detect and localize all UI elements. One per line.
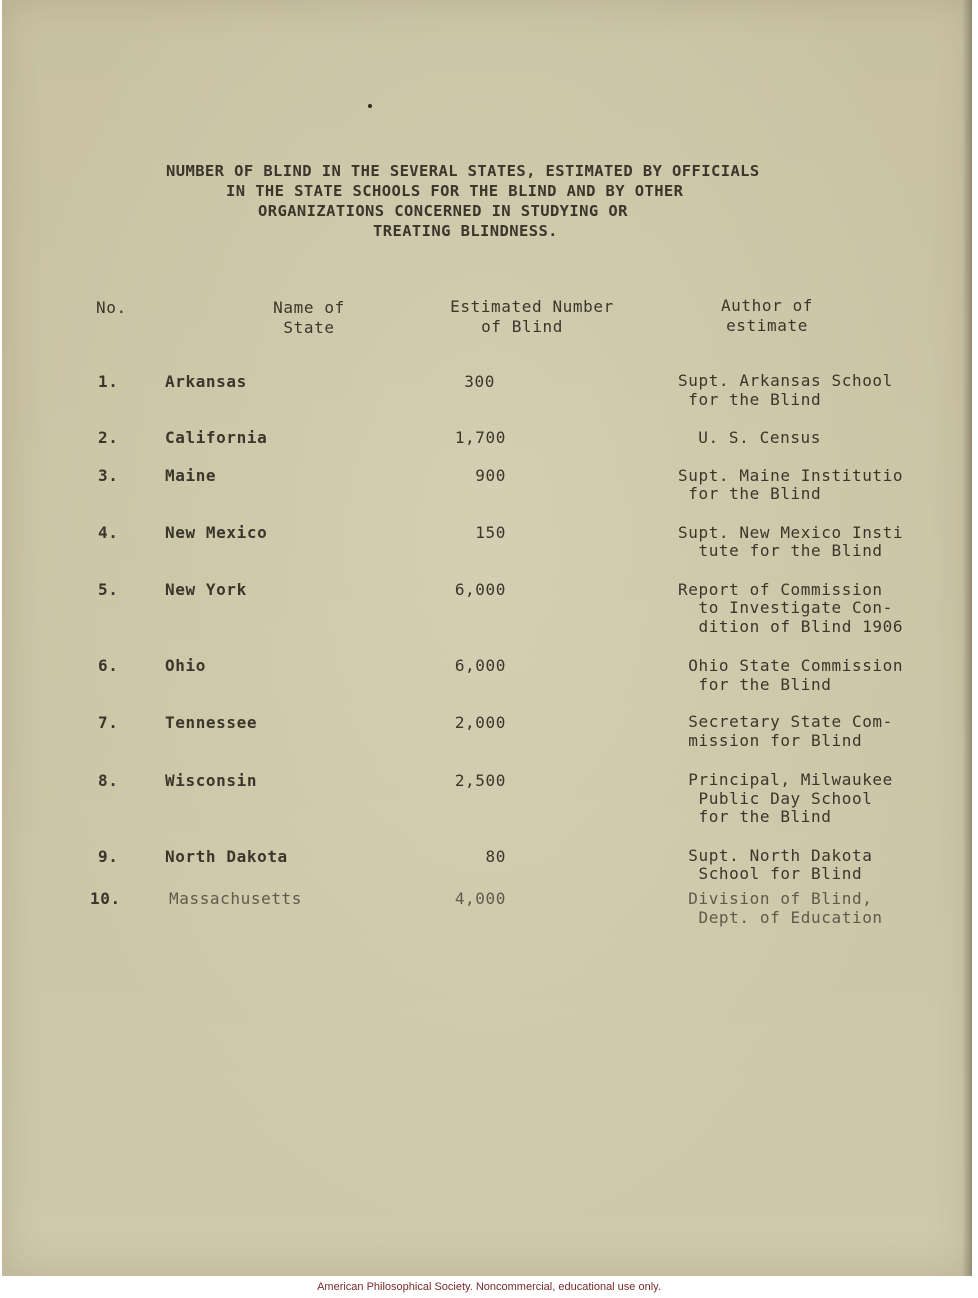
header-no: No.	[96, 298, 127, 317]
row-3-state: Maine	[165, 466, 217, 485]
row-9-state: North Dakota	[165, 847, 288, 866]
row-4-author-line-1: Supt. New Mexico Insti	[678, 523, 904, 542]
row-7-author-line-1: Secretary State Com-	[678, 712, 893, 731]
header-estimate-line-1: Estimated Number	[450, 297, 614, 316]
row-5-author-line-1: Report of Commission	[678, 580, 883, 599]
row-1-state: Arkansas	[165, 372, 247, 391]
row-8-author-line-3: for the Blind	[678, 807, 832, 826]
row-2-no: 2.	[98, 428, 119, 447]
row-7-author-line-2: mission for Blind	[678, 731, 863, 750]
row-7-no: 7.	[98, 713, 119, 732]
row-8-author-line-2: Public Day School	[678, 789, 873, 808]
ink-dot	[368, 104, 372, 108]
row-7-state: Tennessee	[165, 713, 258, 732]
row-1-estimate: 300	[464, 372, 495, 391]
title-line-3: ORGANIZATIONS CONCERNED IN STUDYING OR	[258, 202, 628, 220]
row-3-author-line-1: Supt. Maine Institutio	[678, 466, 904, 485]
row-4-estimate: 150	[475, 523, 506, 542]
row-9-author-line-2: School for Blind	[678, 864, 863, 883]
row-6-estimate: 6,000	[454, 656, 506, 675]
title-line-1: NUMBER OF BLIND IN THE SEVERAL STATES, ESTIMATED BY OFFICIALS	[166, 162, 760, 180]
paper-edge-shadow	[962, 0, 972, 1276]
row-10-no: 10.	[90, 889, 121, 908]
row-10-author-line-2: Dept. of Education	[678, 908, 883, 927]
row-8-author-line-1: Principal, Milwaukee	[678, 770, 893, 789]
row-4-state: New Mexico	[165, 523, 268, 542]
row-2-state: California	[165, 428, 268, 447]
row-3-author-line-2: for the Blind	[678, 484, 822, 503]
row-1-author-line-2: for the Blind	[678, 390, 822, 409]
header-author-line-1: Author of	[720, 296, 814, 315]
row-3-no: 3.	[98, 466, 119, 485]
row-6-author-line-1: Ohio State Commission	[678, 656, 904, 675]
row-5-estimate: 6,000	[454, 580, 506, 599]
row-4-author-line-2: tute for the Blind	[678, 541, 883, 560]
row-1-no: 1.	[98, 372, 119, 391]
row-5-author-line-2: to Investigate Con-	[678, 598, 893, 617]
row-5-author-line-3: dition of Blind 1906	[678, 617, 904, 636]
header-state-line-2: State	[283, 318, 335, 337]
row-10-author-line-1: Division of Blind,	[678, 889, 873, 908]
row-9-author-line-1: Supt. North Dakota	[678, 846, 873, 865]
row-1-author-line-1: Supt. Arkansas School	[678, 371, 893, 390]
row-9-estimate: 80	[485, 847, 506, 866]
row-5-no: 5.	[98, 580, 119, 599]
footer-credit: American Philosophical Society. Noncommercial, educational use only.	[317, 1281, 661, 1293]
title-line-2: IN THE STATE SCHOOLS FOR THE BLIND AND BY OTHER	[226, 182, 684, 200]
row-8-estimate: 2,500	[454, 771, 506, 790]
row-10-state: Massachusetts	[169, 889, 303, 908]
row-2-author-line-1: U. S. Census	[688, 428, 822, 447]
header-author-line-2: estimate	[726, 316, 808, 335]
row-2-estimate: 1,700	[454, 428, 506, 447]
row-6-no: 6.	[98, 656, 119, 675]
row-7-estimate: 2,000	[454, 713, 506, 732]
row-5-state: New York	[165, 580, 247, 599]
title-line-4: TREATING BLINDNESS.	[373, 222, 558, 240]
row-6-author-line-2: for the Blind	[678, 675, 832, 694]
row-8-state: Wisconsin	[165, 771, 258, 790]
row-3-estimate: 900	[475, 466, 506, 485]
row-4-no: 4.	[98, 523, 119, 542]
row-6-state: Ohio	[165, 656, 206, 675]
row-8-no: 8.	[98, 771, 119, 790]
header-estimate-line-2: of Blind	[481, 317, 563, 336]
row-10-estimate: 4,000	[454, 889, 506, 908]
row-9-no: 9.	[98, 847, 119, 866]
header-state-line-1: Name of	[273, 298, 345, 317]
typed-document	[2, 0, 972, 1276]
